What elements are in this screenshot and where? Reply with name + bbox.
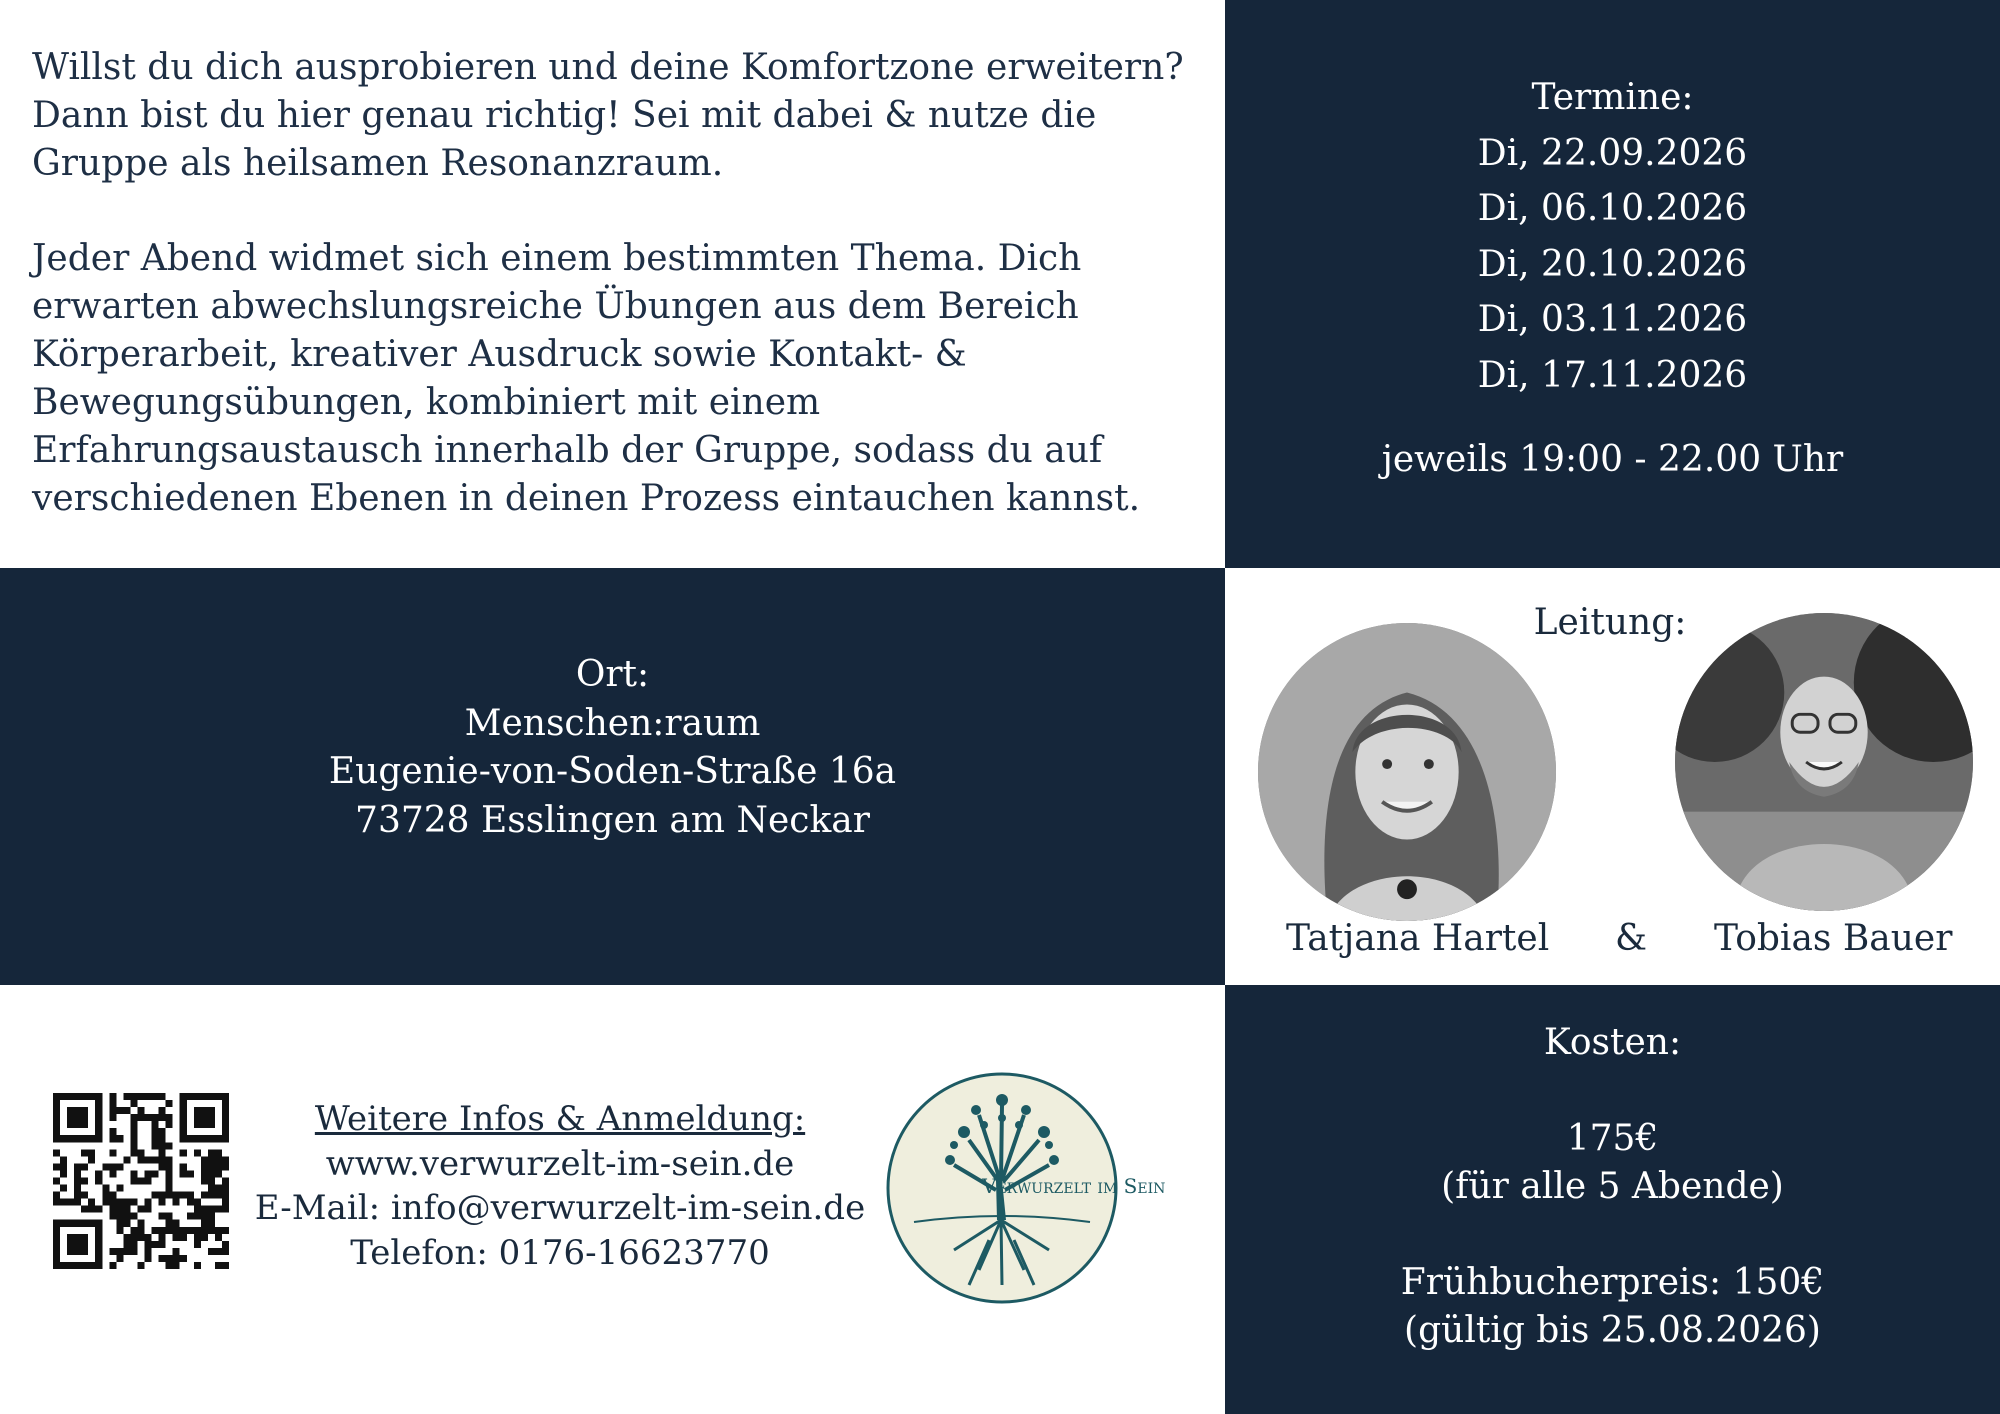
leader-name-1: Tatjana Hartel [1286, 918, 1550, 959]
leaders-section [1225, 568, 2000, 985]
venue-name: Menschen:raum [464, 702, 761, 744]
qr-code-icon[interactable] [53, 1093, 229, 1269]
portrait-illustration [1675, 613, 1973, 911]
price-note: (für alle 5 Abende) [1441, 1166, 1784, 1207]
leader-name-2: Tobias Bauer [1714, 918, 1953, 959]
costs-section [1225, 985, 2000, 1414]
phone-number: Telefon: 0176-16623770 [350, 1232, 770, 1273]
location-heading: Ort: [575, 654, 650, 695]
leaders-heading: Leitung: [1533, 602, 1687, 643]
intro-section [0, 0, 1225, 568]
email-link[interactable]: E-Mail: info@verwurzelt-im-sein.de [254, 1188, 866, 1228]
logo-text: Verwurzelt im Sein [982, 1174, 1166, 1198]
logo [884, 1070, 1219, 1306]
costs-heading: Kosten: [1543, 1022, 1682, 1063]
ampersand: & [1615, 918, 1648, 959]
date-item: Di, 17.11.2026 [1477, 354, 1748, 396]
intro-paragraph-1: Willst du dich ausprobieren und deine Komfortzone erweitern? Dann bist du hier genau richtig! Sei mit dabei & nutze die Gruppe als heilsamen Resonanzraum. [32, 47, 1184, 184]
portrait-photo-tobias [1675, 613, 1973, 911]
date-item: Di, 03.11.2026 [1477, 299, 1748, 340]
qr-code-graphic [53, 1093, 229, 1269]
contact-section [0, 985, 1225, 1414]
portrait-illustration [1258, 623, 1556, 921]
website-link[interactable]: www.verwurzelt-im-sein.de [325, 1143, 795, 1184]
venue-city: 73728 Esslingen am Neckar [355, 799, 870, 841]
time-range: jeweils 19:00 - 22.00 Uhr [1381, 439, 1844, 480]
dates-section [1225, 0, 2000, 568]
date-item: Di, 06.10.2026 [1477, 188, 1748, 229]
date-item: Di, 22.09.2026 [1477, 132, 1748, 174]
portrait-photo-tatjana [1258, 623, 1556, 921]
price: 175€ [1566, 1118, 1659, 1159]
dates-heading: Termine: [1531, 77, 1694, 118]
venue-street: Eugenie-von-Soden-Straße 16a [328, 751, 897, 792]
early-bird-note: (gültig bis 25.08.2026) [1404, 1310, 1821, 1351]
location-section [0, 568, 1225, 985]
date-item: Di, 20.10.2026 [1477, 243, 1748, 285]
early-bird-price: Frühbucherpreis: 150€ [1400, 1262, 1825, 1303]
contact-info [245, 1097, 875, 1275]
intro-paragraph-2: Jeder Abend widmet sich einem bestimmten Thema. Dich erwarten abwechslungsreiche Übungen aus dem Bereich Körperarbeit, kreativer Ausdruck sowie Kontakt- & Bewegungsübungen, kombiniert mit einem Erfahrungsaustausch innerhalb der Gruppe, sodass du auf verschiedenen Ebenen in deinen Prozess eintauchen kannst. [32, 238, 1141, 519]
contact-heading: Weitere Infos & Anmeldung: [314, 1099, 806, 1139]
